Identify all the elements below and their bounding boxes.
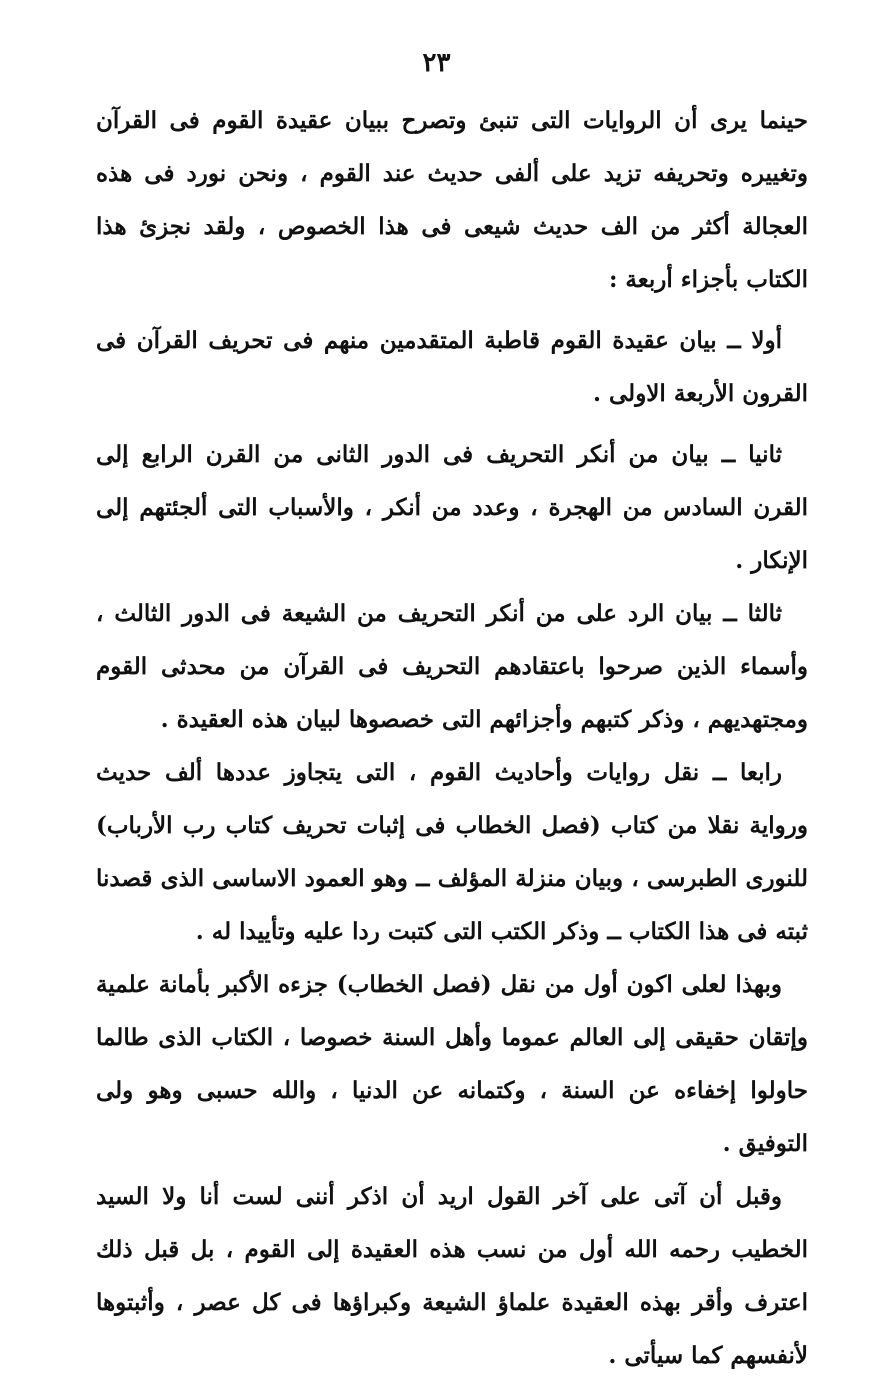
paragraph-part-three: ثالثا ــ بيان الرد على من أنكر التحريف من الشيعة فى الدور الثالث ، وأسماء الذين صرحوا باعتقادهم التحريف فى القرآن من محدثى القوم ومجتهديهم ، وذكر كتبهم وأجزائهم التى خصصوها لبيان هذه العقيدة . — [96, 600, 808, 733]
paragraph-fasl-al-khitab: وبهذا لعلى اكون أول من نقل (فصل الخطاب) جزءه الأكبر بأمانة علمية وإتقان حقيقى إلى العالم عموما وأهل السنة خصوصا ، الكتاب الذى طالما حاولوا إخفاءه عن السنة ، وكتمانه عن الدنيا ، والله حسبى وهو ولى التوفيق . — [96, 971, 808, 1157]
paragraph-closing: وقبل أن آتى على آخر القول اريد أن اذكر أننى لست أنا ولا السيد الخطيب رحمه الله أول من نسب هذه العقيدة إلى القوم ، بل قبل ذلك اعترف وأقر بهذه العقيدة علماؤ الشيعة وكبراؤها فى كل عصر ، وأثبتوها لأنفسهم كما سيأتى . — [96, 1183, 808, 1369]
paragraph-part-two: ثانيا ــ بيان من أنكر التحريف فى الدور الثانى من القرن الرابع إلى القرن السادس من الهجرة ، وعدد من أنكر ، والأسباب التى ألجئتهم إلى الإنكار . — [96, 441, 808, 574]
paragraph-part-four: رابعا ــ نقل روايات وأحاديث القوم ، التى يتجاوز عددها ألف حديث ورواية نقلا من كتاب (فصل الخطاب فى إثبات تحريف كتاب رب الأرباب) للنورى الطبرسى ، وبيان منزلة المؤلف ــ وهو العمود الاساسى الذى قصدنا ثبته فى هذا الكتاب ــ وذكر الكتب التى كتبت ردا عليه وتأييدا له . — [96, 759, 808, 945]
page-number: ٢٣ — [422, 48, 451, 78]
paragraph-intro: حينما يرى أن الروايات التى تنبئ وتصرح ببيان عقيدة القوم فى القرآن وتغييره وتحريفه تزيد على ألفى حديث عند القوم ، ونحن نورد فى هذه العجالة أكثر من الف حديث شيعى فى هذا الخصوص ، ولقد نجزئ هذا الكتاب بأجزاء أربعة : — [96, 107, 808, 293]
body-text — [96, 94, 808, 1382]
paragraph-part-one: أولا ــ بيان عقيدة القوم قاطبة المتقدمين منهم فى تحريف القرآن فى القرون الأربعة الاولى . — [96, 327, 808, 407]
